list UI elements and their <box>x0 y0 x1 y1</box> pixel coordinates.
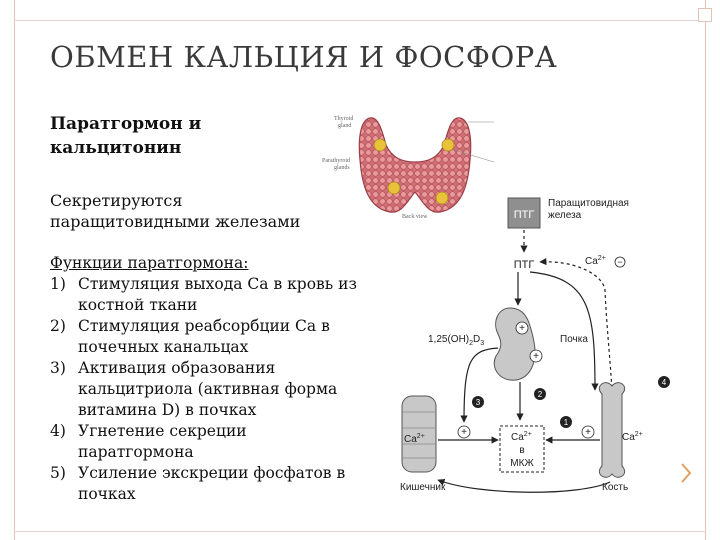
slide-frame-right <box>705 0 706 540</box>
thyroid-label: gland <box>338 123 352 129</box>
function-line: Усиление экскреции фосфатов в <box>78 464 346 482</box>
function-item <box>50 463 390 505</box>
step-2-label: 2 <box>537 390 543 399</box>
function-number: 5) <box>50 464 66 482</box>
function-line: почках <box>78 485 136 503</box>
functions-heading: Функции паратгормона: <box>50 254 249 272</box>
parathyroid-label: Parathyroid <box>322 158 350 164</box>
functions-list <box>50 274 390 505</box>
plus-sign-text: + <box>461 427 467 438</box>
pth-to-bone-arrow <box>530 272 595 390</box>
step-3-label: 3 <box>475 398 481 407</box>
slide-subtitle <box>50 112 310 160</box>
function-item <box>50 274 390 316</box>
secretion-line: Секретируются <box>50 191 183 210</box>
function-number: 4) <box>50 422 66 440</box>
function-item <box>50 421 390 463</box>
gland-label: железа <box>548 210 582 221</box>
function-line: кальцитриола (активная форма <box>78 380 338 398</box>
bone-label: Кость <box>602 482 629 493</box>
function-line: почечных канальцах <box>78 338 249 356</box>
function-number: 1) <box>50 275 66 293</box>
corner-square-decoration <box>698 8 712 22</box>
bone-ca-label: $Ca^{2+}$ <box>622 431 643 443</box>
step-4-label: 4 <box>661 378 667 387</box>
secretion-text <box>50 190 300 232</box>
next-slide-icon[interactable] <box>680 462 692 484</box>
calcium-regulation-diagram <box>380 190 680 500</box>
bone-icon <box>599 383 624 478</box>
pth-box-label: ПТГ <box>513 209 535 221</box>
step-1-label: 1 <box>563 418 569 427</box>
function-number: 3) <box>50 359 66 377</box>
calcitriol-label: $1,25(OH)_2D_3$ <box>428 334 485 347</box>
ca-feedback-label: $Ca^{2+}$ <box>585 255 606 267</box>
function-line: костной ткани <box>78 296 198 314</box>
slide-frame-bottom <box>14 531 706 532</box>
view-label: Back view <box>402 214 428 220</box>
function-item <box>50 358 390 421</box>
function-line: Активация образования <box>78 359 276 377</box>
parathyroid-pth-box <box>508 198 540 228</box>
slide-frame-top <box>14 20 706 21</box>
function-line: Угнетение секреции <box>78 422 247 440</box>
mkj-ca-label: $Ca^{2+}$ <box>511 431 532 443</box>
functions-section <box>50 253 390 505</box>
minus-sign-text: − <box>617 257 623 267</box>
intestine-ca-label: $Ca^{2+}$ <box>404 433 425 445</box>
function-line: витамина D) в почках <box>78 401 257 419</box>
function-number: 2) <box>50 317 66 335</box>
parathyroid-label: glands <box>334 165 350 171</box>
function-item <box>50 316 390 358</box>
subtitle-line: кальцитонин <box>50 138 182 158</box>
parathyroid-gland <box>374 139 386 151</box>
kidney-icon <box>494 308 535 380</box>
subtitle-line: Паратгормон и <box>50 114 202 134</box>
secretion-line: паращитовидными железами <box>50 212 301 231</box>
function-line: Стимуляция реабсорбции Ca в <box>78 317 330 335</box>
plus-sign-text: + <box>533 351 539 362</box>
slide-title: ОБМЕН КАЛЬЦИЯ И ФОСФОРА <box>50 40 558 74</box>
mkj-label: МКЖ <box>510 458 534 469</box>
thyroid-label: Thyroid <box>334 116 354 122</box>
intestine-label: Кишечник <box>400 482 446 493</box>
plus-sign-text: + <box>585 427 591 438</box>
gland-label: Паращитовидная <box>548 198 629 209</box>
function-line: паратгормона <box>78 443 194 461</box>
calcitriol-to-intestine-arrow <box>464 348 498 422</box>
slide-frame-left <box>14 0 15 540</box>
pth-mid-label: ПТГ <box>513 259 535 271</box>
kidney-label: Почка <box>560 334 588 345</box>
function-line: Стимуляция выхода Ca в кровь из <box>78 275 357 293</box>
mkj-in-label: в <box>519 445 525 456</box>
plus-sign-text: + <box>519 323 525 334</box>
bone-to-intestine-arrow <box>438 480 610 492</box>
parathyroid-gland <box>442 139 454 151</box>
